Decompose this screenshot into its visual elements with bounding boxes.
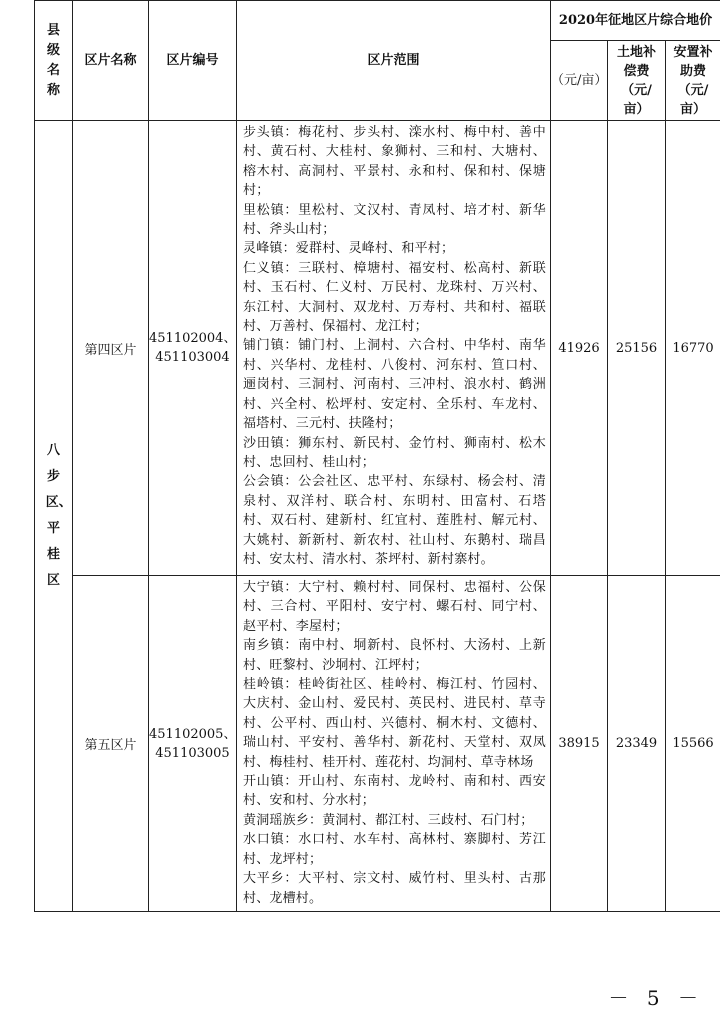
table-row bbox=[35, 576, 720, 912]
header-zone-range: 区片范围 bbox=[237, 1, 551, 121]
zone-range-cell bbox=[237, 576, 551, 912]
table-row bbox=[35, 121, 720, 576]
zone-code-cell: 451102005、451103005 bbox=[149, 576, 237, 912]
zone-name-cell: 第五区片 bbox=[73, 576, 149, 912]
town-entry: 南乡镇：南中村、垌新村、良怀村、大汤村、上新村、旺黎村、沙垌村、江坪村； bbox=[243, 638, 546, 673]
town-entry: 灵峰镇：爱群村、灵峰村、和平村； bbox=[243, 241, 455, 257]
town-entry: 铺门镇：铺门村、上洞村、六合村、中华村、南华村、兴华村、龙桂村、八俊村、河东村、笪口村、逦岗村、三洞村、河南村、三冲村、浪水村、鹤洲村、兴全村、松坪村、安定村、全乐村、车龙村、福塔村、三元村、扶隆村； bbox=[243, 338, 546, 432]
price-cell: 41926 bbox=[551, 121, 608, 576]
header-zone-name: 区片名称 bbox=[73, 1, 149, 121]
town-entry: 步头镇：梅花村、步头村、滦水村、梅中村、善中村、黄石村、大桂村、象狮村、三和村、大塘村、榕木村、高洞村、平景村、永和村、保和村、保塘村； bbox=[243, 125, 546, 199]
town-entry: 仁义镇：三联村、樟塘村、福安村、松高村、新联村、玉石村、仁义村、万民村、龙珠村、万兴村、东江村、大洞村、双龙村、万寿村、共和村、福联村、万善村、保福村、龙江村； bbox=[243, 260, 546, 335]
zone-code-cell: 451102004、451103004 bbox=[149, 121, 237, 576]
resettlement-cell: 16770 bbox=[666, 121, 720, 576]
header-price-group: 2020年征地区片综合地价 bbox=[551, 1, 720, 41]
town-entry: 公会镇：公会社区、忠平村、东绿村、杨会村、清泉村、双洋村、联合村、东明村、田富村、石塔村、双石村、建新村、红宜村、莲胜村、解元村、大姚村、新新村、新农村、社山村、东鹅村、瑞昌村、安太村、清水村、茶坪村、新村寨村。 bbox=[243, 474, 546, 567]
zone-range-cell bbox=[237, 121, 551, 576]
county-name-cell: 八步区、平桂区 bbox=[35, 121, 73, 912]
town-entry: 水口镇：水口村、水车村、高林村、寨脚村、芳江村、龙坪村； bbox=[243, 832, 546, 867]
town-entry: 沙田镇：狮东村、新民村、金竹村、狮南村、松木村、忠回村、桂山村； bbox=[243, 435, 546, 470]
town-entry: 开山镇：开山村、东南村、龙岭村、南和村、西安村、安和村、分水村； bbox=[243, 774, 546, 809]
price-cell: 38915 bbox=[551, 576, 608, 912]
land-compensation-cell: 25156 bbox=[608, 121, 666, 576]
header-price-unit: （元/亩） bbox=[551, 41, 608, 121]
land-compensation-cell: 23349 bbox=[608, 576, 666, 912]
town-entry: 里松镇：里松村、文汉村、青凤村、培才村、新华村、斧头山村； bbox=[243, 202, 546, 238]
header-resettlement: 安置补助费（元/亩） bbox=[666, 41, 720, 121]
resettlement-cell: 15566 bbox=[666, 576, 720, 912]
header-land-compensation: 土地补偿费（元/亩） bbox=[608, 41, 666, 121]
town-entry: 大平乡：大平村、宗文村、威竹村、里头村、古那村、龙槽村。 bbox=[243, 871, 546, 906]
town-entry: 桂岭镇：桂岭街社区、桂岭村、梅江村、竹园村、大庆村、金山村、爱民村、英民村、进民村、草寺村、公平村、西山村、兴德村、桐木村、文德村、瑞山村、平安村、善华村、新花村、天堂村、双凤村、梅桂村、桂开村、莲花村、均洞村、草寺林场 bbox=[243, 677, 546, 770]
town-entry: 大宁镇：大宁村、赖村村、同保村、忠福村、公保村、三合村、平阳村、安宁村、螺石村、同宁村、赵平村、李屋村； bbox=[243, 580, 546, 634]
header-county: 县级名称 bbox=[35, 1, 73, 121]
land-price-table bbox=[34, 0, 720, 912]
town-entry: 黄洞瑶族乡：黄洞村、都江村、三歧村、石门村； bbox=[243, 812, 534, 828]
page-number: － 5 － bbox=[608, 986, 704, 1010]
header-zone-code: 区片编号 bbox=[149, 1, 237, 121]
zone-name-cell: 第四区片 bbox=[73, 121, 149, 576]
